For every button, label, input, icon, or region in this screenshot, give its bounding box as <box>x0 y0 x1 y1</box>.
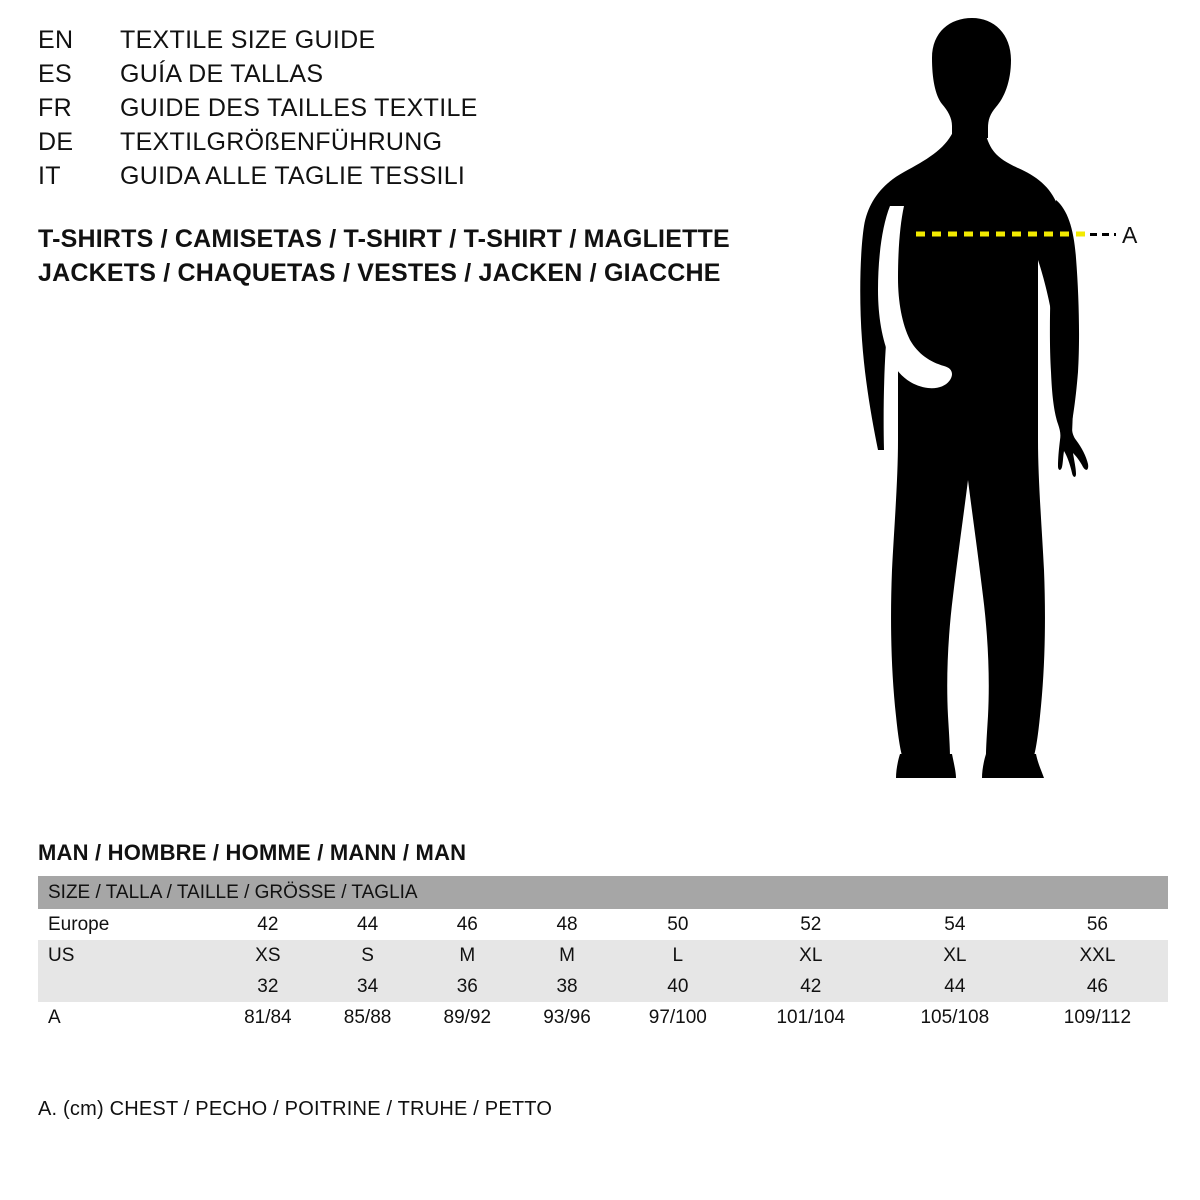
cell-value: 97/100 <box>617 1002 739 1033</box>
language-row <box>38 162 738 196</box>
cell-value: 40 <box>617 971 739 1002</box>
language-list <box>38 26 738 196</box>
row-label-us: US <box>38 940 218 971</box>
language-row <box>38 128 738 162</box>
cell-value: 32 <box>218 971 318 1002</box>
cell-value: S <box>318 940 418 971</box>
cell-value: 109/112 <box>1027 1002 1168 1033</box>
cell-value: M <box>517 940 617 971</box>
language-row <box>38 26 738 60</box>
cell-value: M <box>417 940 517 971</box>
cell-value: 36 <box>417 971 517 1002</box>
language-row <box>38 60 738 94</box>
language-text: GUIDA ALLE TAGLIE TESSILI <box>120 162 466 190</box>
cell-value: 42 <box>218 909 318 940</box>
size-table-section <box>38 840 1168 1033</box>
cell-value: XL <box>739 940 883 971</box>
garment-categories <box>38 222 798 290</box>
language-text: TEXTILGRÖßENFÜHRUNG <box>120 128 443 156</box>
table-row <box>38 940 1168 971</box>
table-row <box>38 1002 1168 1033</box>
language-code: FR <box>38 94 72 122</box>
cell-value: 44 <box>883 971 1027 1002</box>
cell-value: XL <box>883 940 1027 971</box>
body-silhouette-figure <box>820 10 1180 800</box>
row-label-europe: Europe <box>38 909 218 940</box>
cell-value: XXL <box>1027 940 1168 971</box>
table-row <box>38 971 1168 1002</box>
table-group-title: MAN / HOMBRE / HOMME / MANN / MAN <box>38 840 467 865</box>
table-header-row <box>38 876 1168 909</box>
chest-measure-label: A <box>1122 222 1138 248</box>
language-code: DE <box>38 128 74 156</box>
cell-value: 54 <box>883 909 1027 940</box>
cell-value: 56 <box>1027 909 1168 940</box>
cell-value: 46 <box>417 909 517 940</box>
row-label-numeric <box>38 971 218 1002</box>
category-jackets: JACKETS / CHAQUETAS / VESTES / JACKEN / GIACCHE <box>38 259 721 287</box>
size-table <box>38 876 1168 1033</box>
row-label-a: A <box>38 1002 218 1033</box>
cell-value: 44 <box>318 909 418 940</box>
cell-value: 105/108 <box>883 1002 1027 1033</box>
language-text: GUIDE DES TAILLES TEXTILE <box>120 94 478 122</box>
language-code: EN <box>38 26 74 54</box>
language-text: GUÍA DE TALLAS <box>120 60 324 88</box>
cell-value: 38 <box>517 971 617 1002</box>
cell-value: 34 <box>318 971 418 1002</box>
table-row <box>38 909 1168 940</box>
cell-value: 42 <box>739 971 883 1002</box>
cell-value: 46 <box>1027 971 1168 1002</box>
chest-measure-leader-line <box>1090 233 1116 236</box>
language-code: ES <box>38 60 72 88</box>
cell-value: 85/88 <box>318 1002 418 1033</box>
table-header-label: SIZE / TALLA / TAILLE / GRÖSSE / TAGLIA <box>38 876 1168 909</box>
cell-value: 48 <box>517 909 617 940</box>
category-tshirts: T-SHIRTS / CAMISETAS / T-SHIRT / T-SHIRT / MAGLIETTE <box>38 225 730 253</box>
cell-value: 50 <box>617 909 739 940</box>
language-text: TEXTILE SIZE GUIDE <box>120 26 376 54</box>
cell-value: XS <box>218 940 318 971</box>
cell-value: 101/104 <box>739 1002 883 1033</box>
cell-value: 89/92 <box>417 1002 517 1033</box>
cell-value: 81/84 <box>218 1002 318 1033</box>
language-row <box>38 94 738 128</box>
cell-value: L <box>617 940 739 971</box>
cell-value: 52 <box>739 909 883 940</box>
cell-value: 93/96 <box>517 1002 617 1033</box>
language-code: IT <box>38 162 61 190</box>
measurement-footnote: A. (cm) CHEST / PECHO / POITRINE / TRUHE / PETTO <box>38 1098 553 1120</box>
